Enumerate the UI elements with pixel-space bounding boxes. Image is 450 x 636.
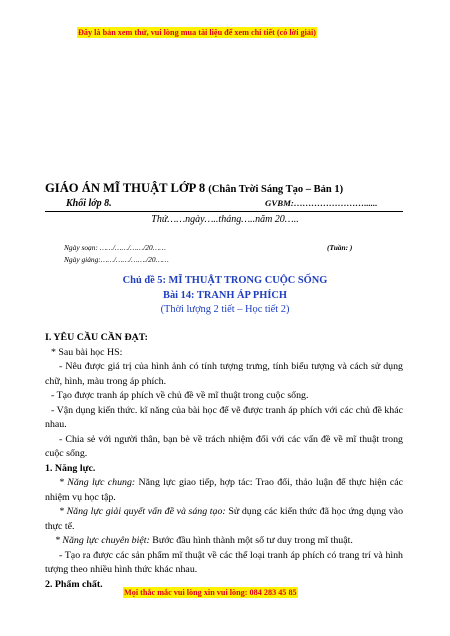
paragraph-text: Sử dụng các kiến thức đã học ứng dụng vào thực tế. — [45, 506, 404, 532]
paragraph: - Tạo ra được các sản phẩm mĩ thuật về các thể loại tranh áp phích có trang trí và hình tượng theo nhiều hình thức khác nhau. — [45, 549, 403, 575]
paragraph: * Sau bài học HS: — [51, 346, 123, 358]
paragraph-label: * Năng lực giải quyết vấn đề và sáng tạo: — [59, 506, 226, 517]
paragraph-label: * Năng lực chuyên biệt: — [55, 535, 150, 546]
paragraph: - Tạo được tranh áp phích về chủ đề về mĩ thuật trong cuộc sống. — [51, 390, 309, 401]
section-heading: I. YÊU CẦU CẦN ĐẠT: — [45, 332, 148, 343]
paragraph-label: * Năng lực chung: — [59, 477, 136, 488]
lesson-body — [45, 331, 403, 592]
week-label: (Tuần: ) — [327, 243, 353, 252]
teach-date: Ngày giảng:……/……/……./20…… — [64, 255, 169, 264]
subheading: 1. Năng lực. — [45, 462, 96, 474]
preview-notice-banner: Đây là bản xem thử, vui lòng mua tài liệu để xem chi tiết (có lời giải) — [78, 28, 317, 37]
paragraph — [45, 534, 403, 549]
lesson-heading: Bài 14: TRANH ÁP PHÍCH — [163, 290, 287, 301]
contact-banner: Mọi thắc mắc vui lòng xin vui lòng: 084 283 45 85 — [124, 588, 297, 597]
title-edition: (Chân Trời Sáng Tạo – Bản 1) — [208, 184, 344, 195]
paragraph: - Nêu được giá trị của hình ảnh có tính tượng trưng, tính biểu tượng và cách sử dụng chữ, hình, màu trong áp phích. — [45, 361, 403, 387]
grade-label: Khối lớp 8. — [66, 198, 112, 209]
header-divider — [45, 211, 403, 212]
paragraph-text: Bước đầu hình thành một số tư duy trong mĩ thuật. — [149, 535, 353, 546]
prep-date: Ngày soạn: ……/……/……/20…… — [64, 243, 166, 252]
subheading: 2. Phẩm chất. — [45, 578, 103, 590]
lesson-plan-title — [45, 181, 343, 196]
paragraph-text: Năng lực giao tiếp, hợp tác: Trao đổi, thảo luận để thực hiện các nhiệm vụ học tập. — [45, 477, 403, 503]
period-note: (Thời lượng 2 tiết – Học tiết 2) — [160, 304, 290, 315]
paragraph — [45, 476, 403, 505]
topic-heading: Chủ đề 5: MĨ THUẬT TRONG CUỘC SỐNG — [122, 275, 328, 286]
paragraph: - Chia sẻ với người thân, bạn bè về trách nhiệm đối với các vấn đề về mĩ thuật trong cuộc sống. — [45, 433, 403, 459]
paragraph: - Vận dụng kiến thức. kĩ năng của bài học để vẽ được tranh áp phích với các chủ đề khác nhau. — [45, 404, 403, 430]
date-line: Thứ……ngày…..tháng…..năm 20….. — [151, 214, 299, 225]
teacher-label: GVBM:……………………...... — [265, 198, 378, 208]
title-main: GIÁO ÁN MĨ THUẬT LỚP 8 — [45, 181, 206, 195]
paragraph — [45, 505, 403, 534]
